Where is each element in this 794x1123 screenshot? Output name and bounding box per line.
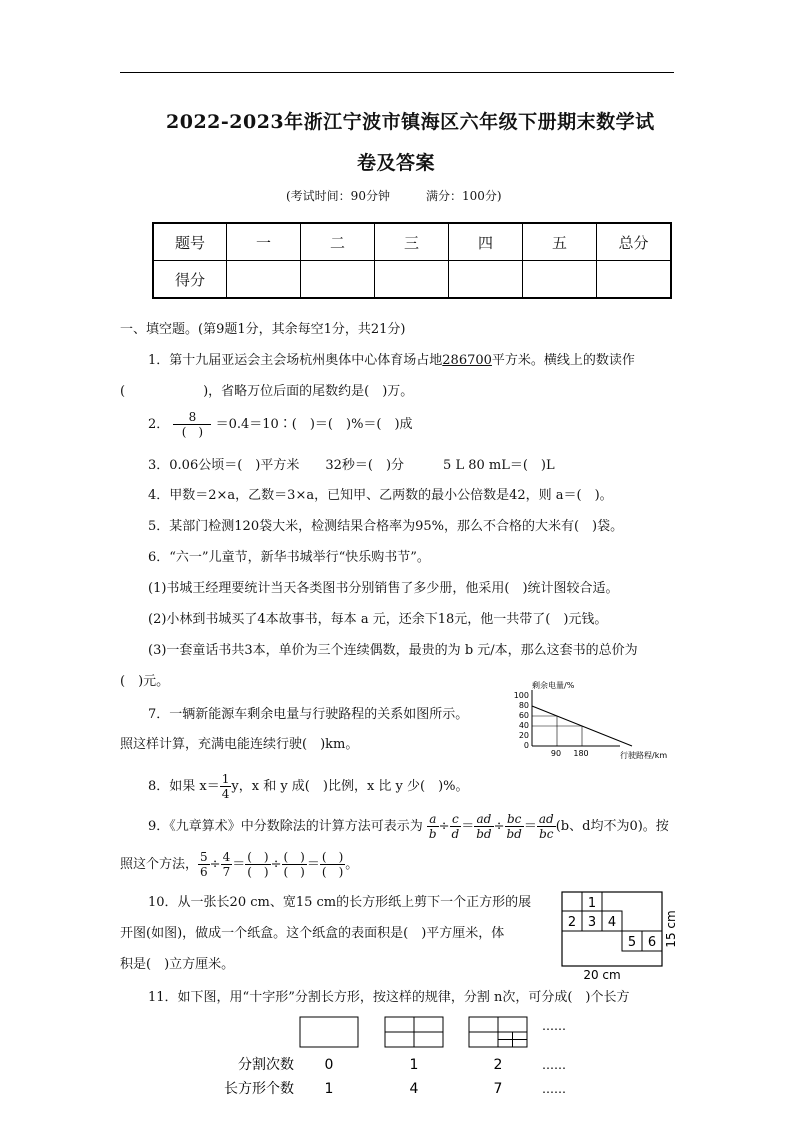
q9-line2-text: 照这个方法， (120, 857, 199, 872)
section-heading: 一、填空题。(第9题1分，其余每空1分，共21分) (120, 322, 406, 337)
score-input-cell[interactable] (301, 261, 375, 299)
q11-count: 0 (324, 1057, 334, 1073)
q9-text-a: 9．《九章算术》中分数除法的计算方法可表示为 (148, 819, 423, 834)
q9-frac: $\frac{bc}{bd}$ (506, 812, 522, 841)
q1-text-a: 1．第十九届亚运会主会场杭州奥体中心体育场占地 (148, 353, 443, 368)
question-6-part3-line2: ( )元。 (120, 674, 170, 689)
score-header-cell: 五 (523, 223, 597, 261)
question-8 (148, 772, 469, 801)
question-6: 6．“六一”儿童节，新华书城举行“快乐购书节”。 (148, 550, 430, 565)
question-4: 4．甲数＝2×a，乙数＝3×a，已知甲、乙两数的最小公倍数是42，则 a＝( )。 (148, 488, 613, 503)
q9-frac-5-6: $\frac{5}{6}$ (200, 850, 208, 879)
q2-prefix: 2． (148, 417, 170, 432)
q8-text-a: 8．如果 x＝ (148, 779, 220, 794)
question-10-line3: 积是( )立方厘米。 (120, 957, 235, 972)
exam-info: (考试时间：90分钟 满分：100分) (286, 189, 502, 203)
q7-xtick-90: 90 (550, 749, 562, 758)
q7-chart-ylabel: 剩余电量/% (532, 681, 575, 690)
question-11: 11．如下图，用“十字形”分割长方形，按这样的规律，分割 n次，可分成( )个长方 (148, 990, 630, 1005)
score-input-cell[interactable] (523, 261, 597, 299)
q9-blank-frac: $\frac{( )}{( )}$ (321, 850, 344, 879)
top-rule (120, 72, 674, 73)
q9-text-b: (b、d均不为0)。按 (555, 819, 669, 834)
q1-text-b: 平方米。横线上的数读作 (491, 353, 635, 368)
q8-text-b: y，x 和 y 成( )比例，x 比 y 少( )%。 (231, 779, 469, 794)
q9-frac-4-7: $\frac{4}{7}$ (222, 850, 231, 879)
question-5: 5．某部门检测120袋大米，检测结果合格率为95%，那么不合格的大米有( )袋。 (148, 519, 624, 534)
score-header-cell: 题号 (153, 223, 227, 261)
q11-dots: …… (542, 1019, 566, 1033)
score-table (152, 222, 672, 299)
q7-xtick-180: 180 (573, 749, 589, 758)
question-10: 10．从一张长20 cm、宽15 cm的长方形纸上剪下一个正方形的展 (148, 895, 532, 910)
question-7: 7．一辆新能源车剩余电量与行驶路程的关系如图所示。 (148, 707, 469, 722)
q11-rect-count: 7 (493, 1081, 503, 1097)
page-title-line2: 卷及答案 (357, 152, 436, 174)
q7-ytick-100: 100 (513, 691, 529, 700)
question-6-part2: (2)小林到书城买了4本故事书，每本 a 元，还余下18元，他一共带了( )元钱。 (148, 612, 608, 627)
q11-count: 2 (493, 1057, 503, 1073)
q11-rect-0 (300, 1017, 358, 1047)
q7-chart-xlabel: 行驶路程/km (620, 751, 668, 760)
q2-rest: ＝0.4＝10∶( )＝( )%＝( )成 (215, 417, 413, 432)
question-9: 9．《九章算术》中分数除法的计算方法可表示为 $\frac{a}{b}$ ÷ $\frac{c}{d}$ ＝ $\frac{ad}{bd}$ ÷ $\frac{bc}{bd}$ ＝ $\frac{ad}{bc}$ (b、d均不为0)。按 (148, 812, 669, 841)
q7-ytick-80: 80 (518, 701, 529, 710)
score-header-cell: 一 (227, 223, 301, 261)
q8-frac-den: 4 (221, 787, 230, 801)
q8-fraction (220, 772, 232, 801)
q8-frac-num: 1 (221, 772, 230, 786)
q11-rect-count: 1 (324, 1081, 334, 1097)
q9-blank-frac: $\frac{( )}{( )}$ (247, 850, 269, 879)
score-header-cell: 总分 (597, 223, 672, 261)
q7-chart-yticks (514, 691, 529, 750)
q11-dots: …… (542, 1058, 566, 1072)
q7-ytick-0: 0 (523, 741, 529, 750)
score-input-cell[interactable] (227, 261, 301, 299)
score-input-cell[interactable] (449, 261, 523, 299)
score-table-score-row (153, 261, 671, 299)
question-3: 3．0.06公顷＝( )平方米 32秒＝( )分 5 L 80 mL＝( )L (148, 458, 555, 473)
question-6-part3: (3)一套童话书共3本，单价为三个连续偶数，最贵的为 b 元/本，那么这套书的总价为 (148, 643, 638, 658)
question-2 (148, 410, 413, 439)
q7-ytick-60: 60 (518, 711, 529, 720)
q11-row2-label: 长方形个数 (224, 1081, 294, 1097)
score-header-cell: 四 (449, 223, 523, 261)
question-6-part1: (1)书城王经理要统计当天各类图书分别销售了多少册，他采用( )统计图较合适。 (148, 581, 619, 596)
q11-figure (210, 1012, 590, 1102)
q1-number: 286700 (442, 353, 492, 368)
q9-frac: $\frac{ad}{bc}$ (538, 812, 554, 841)
score-input-cell[interactable] (375, 261, 449, 299)
question-10-line2: 开图(如图)，做成一个纸盒。这个纸盒的表面积是( )平方厘米，体 (120, 926, 505, 941)
q10-face-label: 2 (567, 915, 577, 930)
q11-row1-label: 分割次数 (238, 1057, 294, 1073)
score-table-header-row (153, 223, 671, 261)
q2-frac-den: ( ) (181, 425, 204, 439)
q11-count: 1 (409, 1057, 419, 1073)
q9-blank-frac: $\frac{( )}{( )}$ (283, 850, 305, 879)
q10-face-label: 5 (627, 935, 637, 950)
question-7-line2: 照这样计算，充满电能连续行驶( )km。 (120, 737, 359, 752)
score-header-cell: 三 (375, 223, 449, 261)
q10-face-label: 1 (587, 896, 597, 911)
score-row-label: 得分 (153, 261, 227, 299)
score-input-cell[interactable] (597, 261, 672, 299)
q2-fraction (173, 410, 211, 439)
page-title: 2022-2023年浙江宁波市镇海区六年级下册期末数学试 (166, 111, 655, 133)
q10-net-figure (556, 890, 680, 982)
q11-rect-count: 4 (409, 1081, 419, 1097)
q7-chart (508, 676, 684, 764)
q10-width-label: 20 cm (583, 968, 621, 982)
q10-height-label: 15 cm (664, 910, 678, 948)
q9-frac: $\frac{a}{b}$ (428, 812, 437, 841)
q7-ytick-40: 40 (518, 721, 529, 730)
q9-frac: $\frac{c}{d}$ (451, 812, 460, 841)
q11-dots: …… (542, 1082, 566, 1096)
question-1 (148, 351, 635, 371)
q7-ytick-20: 20 (518, 731, 529, 740)
q9-frac: $\frac{ad}{bd}$ (476, 812, 492, 841)
question-1-line2: ( )，省略万位后面的尾数约是( )万。 (120, 384, 414, 399)
q10-face-label: 4 (607, 915, 617, 930)
score-header-cell: 二 (301, 223, 375, 261)
question-9-line2: 照这个方法， $\frac{5}{6}$ ÷ $\frac{4}{7}$ ＝ $\frac{( )}{( )}$ ÷ $\frac{( )}{( )}$ ＝ $\frac{( )}{( )}$ 。 (120, 850, 359, 879)
q10-face-label: 6 (647, 935, 657, 950)
q2-frac-num: 8 (173, 410, 211, 425)
q10-face-label: 3 (587, 915, 597, 930)
